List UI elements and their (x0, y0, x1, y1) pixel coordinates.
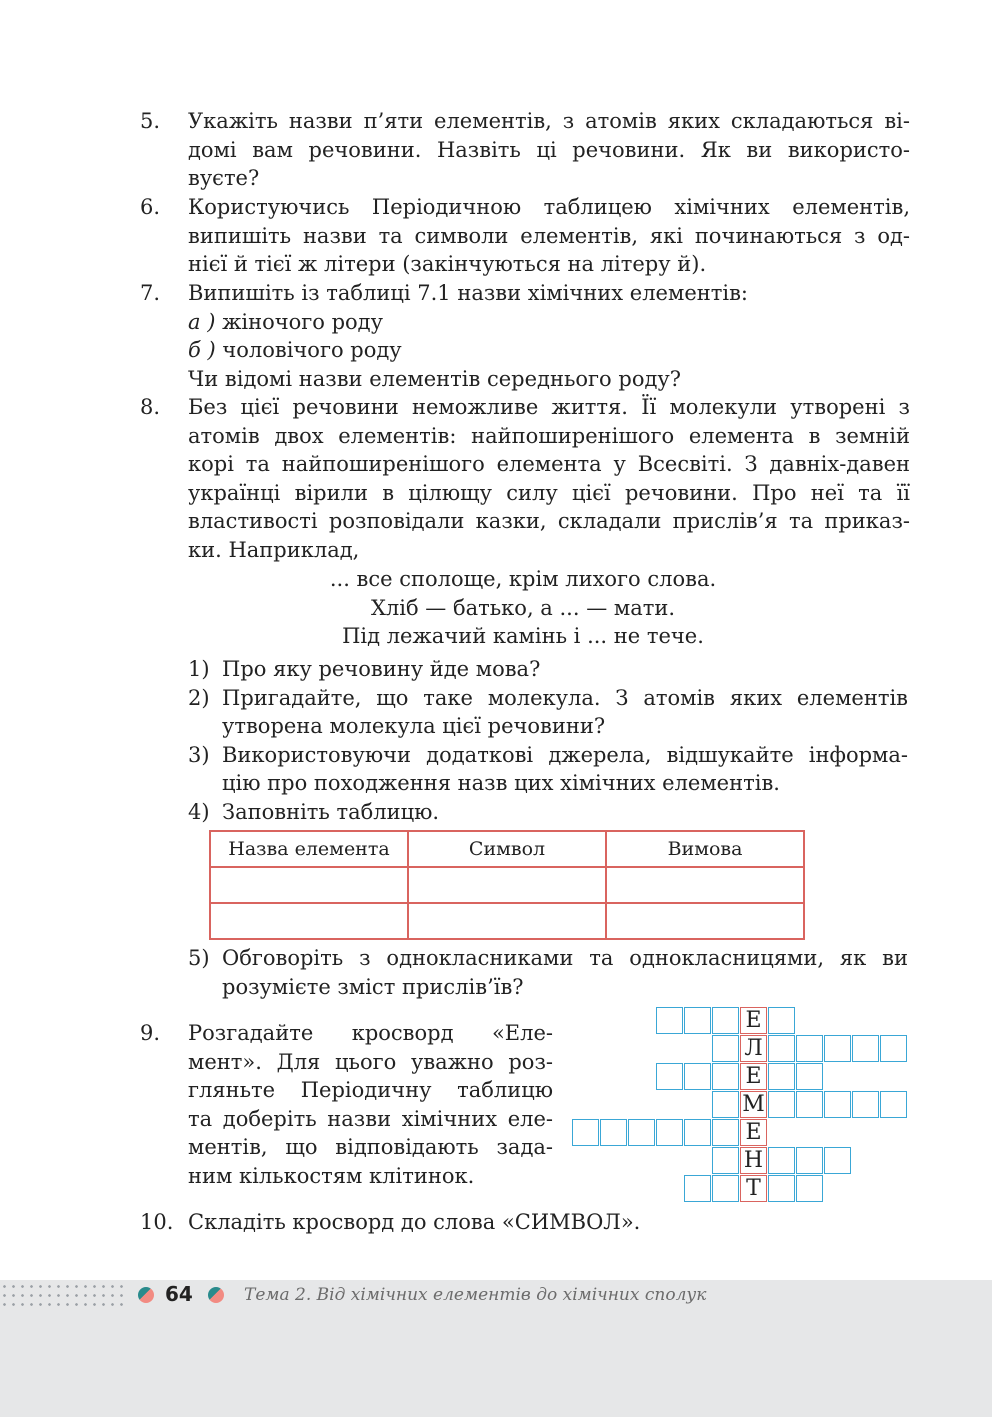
text-line: Чи відомі назви елементів середнього роду? (188, 366, 682, 391)
crossword-cell[interactable] (684, 1007, 711, 1034)
subquestion-number: 1) (188, 657, 210, 681)
text-line: ки. Наприклад, (188, 537, 360, 562)
text-line: Укажіть назви п’яти елементів, з атомів яких складаються ві- (188, 109, 910, 133)
crossword-cell[interactable] (768, 1175, 795, 1202)
crossword-cell[interactable] (880, 1035, 907, 1062)
crossword-cell[interactable] (796, 1035, 823, 1062)
text-line: вуєте? (188, 166, 260, 190)
crossword-cell[interactable] (768, 1035, 795, 1062)
crossword-cell[interactable] (712, 1119, 739, 1146)
proverb: ... все сполоще, крім лихого слова. (329, 567, 717, 591)
crossword-cell[interactable] (712, 1091, 739, 1118)
running-footer: Тема 2. Від хімічних елементів до хімічних сполук (244, 1285, 707, 1305)
crossword-cell[interactable] (712, 1175, 739, 1202)
subquestion-number: 4) (188, 799, 210, 824)
question-number: 8. (140, 395, 161, 419)
crossword-key-cell: Н (740, 1147, 767, 1174)
text-line: випишіть назви та символи елементів, які починаються з од- (188, 223, 910, 248)
text-line: Обговоріть з однокласниками та однокласницями, як ви (222, 946, 908, 970)
crossword-cell[interactable] (796, 1175, 823, 1202)
crossword-cell[interactable] (712, 1035, 739, 1062)
crossword-cell[interactable] (768, 1063, 795, 1090)
crossword-cell[interactable] (824, 1091, 851, 1118)
crossword-cell[interactable] (796, 1063, 823, 1090)
crossword-cell[interactable] (712, 1147, 739, 1174)
text-line: Заповніть таблицю. (222, 799, 440, 824)
crossword-key-cell: Е (740, 1007, 767, 1034)
text-line: Розгадайте кросворд «Еле- (188, 1021, 553, 1045)
text-line: ментів, що відповідають зада- (188, 1135, 553, 1159)
crossword-cell[interactable] (628, 1119, 655, 1146)
crossword-cell[interactable] (852, 1035, 879, 1062)
text-line: цію про походження назв цих хімічних елементів. (222, 771, 780, 795)
page-number: 64 (165, 1282, 193, 1306)
crossword-cell[interactable] (712, 1063, 739, 1090)
crossword-cell[interactable] (684, 1119, 711, 1146)
proverb: Під лежачий камінь і ... не тече. (342, 624, 704, 648)
text-line: та доберіть назви хімічних еле- (188, 1106, 553, 1131)
bullet-icon (208, 1287, 224, 1303)
crossword-cell[interactable] (796, 1147, 823, 1174)
question-number: 10. (140, 1210, 174, 1234)
subquestion-number: 5) (188, 946, 210, 970)
subquestion-number: 3) (188, 742, 210, 767)
crossword-cell[interactable] (768, 1147, 795, 1174)
text-line: ним кількостям клітинок. (188, 1163, 475, 1188)
text-line: Про яку речовину йде мова? (222, 657, 541, 681)
option-a-text: жіночого роду (215, 309, 383, 334)
question-10 (140, 1208, 910, 1237)
crossword-key-cell: Е (740, 1063, 767, 1090)
text-line: Складіть кросворд до слова «СИМВОЛ». (188, 1210, 641, 1234)
question-number: 5. (140, 109, 161, 133)
option-b-mark: б ) (188, 338, 216, 362)
table-header: Вимова (606, 831, 804, 867)
crossword-key-cell: Т (740, 1175, 767, 1202)
text-line: Випишіть із таблиці 7.1 назви хімічних елементів: (188, 281, 748, 305)
crossword-key-cell: М (740, 1091, 767, 1118)
text-line: Користуючись Періодичною таблицею хімічних елементів, (188, 195, 910, 219)
text-line: корі та найпоширенішого елемента у Всесвіті. З давніх-давен (188, 452, 910, 476)
proverb: Хліб — батько, а ... — мати. (370, 595, 676, 620)
subquestion-number: 2) (188, 685, 210, 710)
crossword-cell[interactable] (880, 1091, 907, 1118)
question-number: 7. (140, 281, 161, 305)
text-line: утворена молекула цієї речовини? (222, 714, 606, 738)
crossword-cell[interactable] (824, 1147, 851, 1174)
crossword-cell[interactable] (684, 1063, 711, 1090)
text-line: гляньте Періодичну таблицю (188, 1078, 553, 1102)
crossword-cell[interactable] (796, 1091, 823, 1118)
question-number: 6. (140, 195, 161, 219)
crossword-key-cell: Л (740, 1035, 767, 1062)
text-line: Пригадайте, що таке молекула. З атомів яких елементів (222, 685, 908, 710)
table-header: Символ (408, 831, 606, 867)
table-header: Назва елемента (210, 831, 408, 867)
text-line: українці вірили в цілющу силу цієї речовини. Про неї та її (188, 480, 910, 505)
text-line: властивості розповідали казки, складали прислів’я та приказ- (188, 509, 910, 533)
crossword-cell[interactable] (852, 1091, 879, 1118)
crossword-cell[interactable] (656, 1063, 683, 1090)
crossword-cell[interactable] (656, 1119, 683, 1146)
crossword-key-cell: Е (740, 1119, 767, 1146)
text-line: домі вам речовини. Назвіть ці речовини. Як ви використо- (188, 137, 910, 162)
bullet-icon (138, 1287, 154, 1303)
text-line: атомів двох елементів: найпоширенішого елемента в земній (188, 423, 910, 448)
crossword-cell[interactable] (656, 1007, 683, 1034)
crossword-cell[interactable] (712, 1007, 739, 1034)
crossword-cell[interactable] (768, 1007, 795, 1034)
text-line: розумієте зміст прислів’їв? (222, 974, 524, 999)
question-number: 9. (140, 1021, 161, 1045)
crossword-cell[interactable] (824, 1035, 851, 1062)
crossword-cell[interactable] (768, 1091, 795, 1118)
crossword-cell[interactable] (684, 1175, 711, 1202)
option-b-text: чоловічого роду (215, 338, 402, 362)
text-line: нієї й тієї ж літери (закінчуються на літеру й). (188, 252, 707, 276)
option-a-mark: а ) (188, 309, 216, 334)
crossword-cell[interactable] (600, 1119, 627, 1146)
text-line: Без цієї речовини неможливе життя. Її молекули утворені з (188, 395, 910, 419)
text-line: Використовуючи додаткові джерела, відшукайте інформа- (222, 742, 908, 767)
crossword-cell[interactable] (572, 1119, 599, 1146)
text-line: мент». Для цього уважно роз- (188, 1049, 553, 1074)
dot-pattern (0, 1282, 124, 1310)
